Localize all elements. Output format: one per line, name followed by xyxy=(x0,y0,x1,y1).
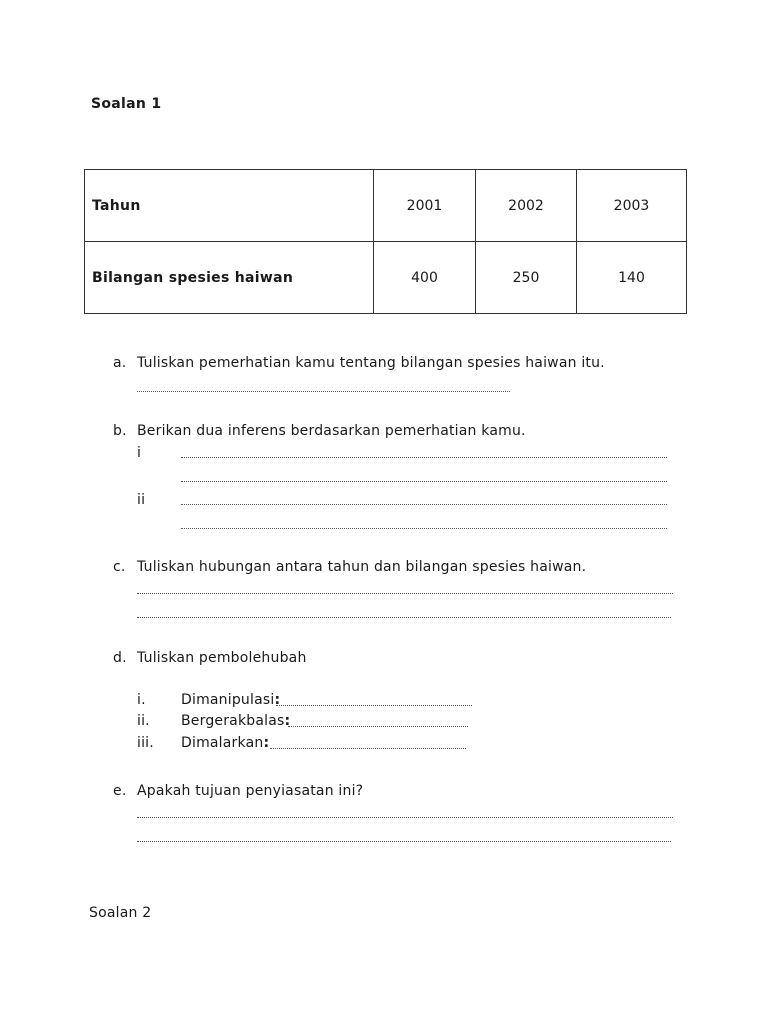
variable-item-responding: Bergerakbalas: xyxy=(181,713,291,729)
answer-line-e-2[interactable] xyxy=(137,840,671,842)
page-title: Soalan 1 xyxy=(91,96,162,112)
variable-num-i: i. xyxy=(137,692,146,708)
question-c-text: Tuliskan hubungan antara tahun dan bilangan spesies haiwan. xyxy=(137,559,587,575)
variable-item-controlled: Dimalarkan: xyxy=(181,735,270,751)
answer-line-c-1[interactable] xyxy=(137,592,673,594)
answer-line-a[interactable] xyxy=(137,390,510,392)
variable-label: Dimalarkan xyxy=(181,735,264,751)
answer-line-b-i-2[interactable] xyxy=(181,480,667,482)
question-e-marker: e. xyxy=(113,783,127,799)
variable-label: Dimanipulasi xyxy=(181,692,275,708)
question-b-text: Berikan dua inferens berdasarkan pemerhatian kamu. xyxy=(137,423,526,439)
answer-line-b-ii-1[interactable] xyxy=(181,503,667,505)
next-question-heading: Soalan 2 xyxy=(89,905,152,921)
answer-line-b-i-1[interactable] xyxy=(181,456,667,458)
data-table xyxy=(84,169,687,314)
answer-line-b-ii-2[interactable] xyxy=(181,527,667,529)
variable-label: Bergerakbalas xyxy=(181,713,285,729)
question-b-sub-ii: ii xyxy=(137,492,146,508)
answer-line-c-2[interactable] xyxy=(137,616,671,618)
answer-line-d-ii[interactable] xyxy=(288,725,468,727)
answer-line-e-1[interactable] xyxy=(137,816,673,818)
table-row-label-bilangan: Bilangan spesies haiwan xyxy=(85,242,374,314)
answer-line-d-iii[interactable] xyxy=(270,747,466,749)
question-d-text: Tuliskan pembolehubah xyxy=(137,650,307,666)
variable-num-ii: ii. xyxy=(137,713,150,729)
variable-item-manipulated: Dimanipulasi: xyxy=(181,692,281,708)
question-e-text: Apakah tujuan penyiasatan ini? xyxy=(137,783,364,799)
table-cell: 2001 xyxy=(374,170,476,242)
question-d-marker: d. xyxy=(113,650,127,666)
table-cell: 2002 xyxy=(476,170,577,242)
question-a-marker: a. xyxy=(113,355,127,371)
table-cell: 2003 xyxy=(577,170,687,242)
table-cell: 400 xyxy=(374,242,476,314)
question-b-sub-i: i xyxy=(137,445,142,461)
answer-line-d-i[interactable] xyxy=(276,704,472,706)
question-b-marker: b. xyxy=(113,423,127,439)
question-a-text: Tuliskan pemerhatian kamu tentang bilangan spesies haiwan itu. xyxy=(137,355,605,371)
question-c-marker: c. xyxy=(113,559,126,575)
variable-num-iii: iii. xyxy=(137,735,154,751)
table-row-label-tahun: Tahun xyxy=(85,170,374,242)
table-cell: 140 xyxy=(577,242,687,314)
table-cell: 250 xyxy=(476,242,577,314)
table-row xyxy=(85,170,687,242)
table-row xyxy=(85,242,687,314)
